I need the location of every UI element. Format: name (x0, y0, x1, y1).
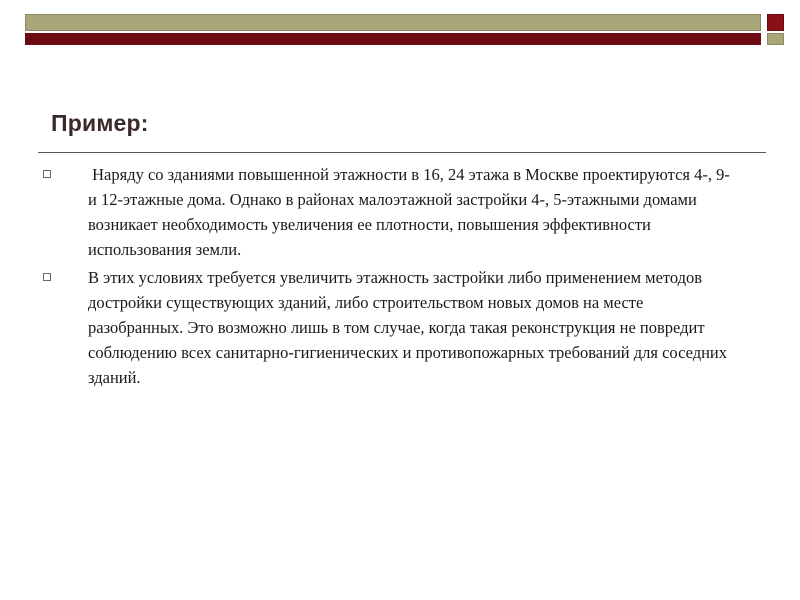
corner-square-red (767, 14, 784, 31)
bullet-list (40, 162, 740, 393)
list-item (40, 265, 740, 390)
corner-square-olive (767, 33, 784, 45)
bullet-text: В этих условиях требуется увеличить этажность застройки либо применением методов достройки существующих зданий, либо строительством новых домов на месте разобранных. Это возможно лишь в том случае, когда такая реконструкция не повредит соблюдению всех санитарно-гигиенических и противопожарных требований для соседних зданий. (88, 268, 728, 387)
header-band-olive (25, 14, 761, 31)
hollow-square-bullet-icon (43, 273, 51, 281)
hollow-square-bullet-icon (43, 170, 51, 178)
bullet-text: Наряду со зданиями повышенной этажности в 16, 24 этажа в Москве проектируются 4-, 9- и 12-этажные дома. Однако в районах малоэтажной застройки 4-, 5-этажными домами возникает необходимость увеличения ее плотности, повышения эффективности использования земли. (88, 165, 734, 259)
list-item (40, 162, 740, 262)
slide-title: Пример: (51, 110, 149, 136)
title-divider (38, 152, 766, 153)
header-band-maroon (25, 33, 761, 45)
